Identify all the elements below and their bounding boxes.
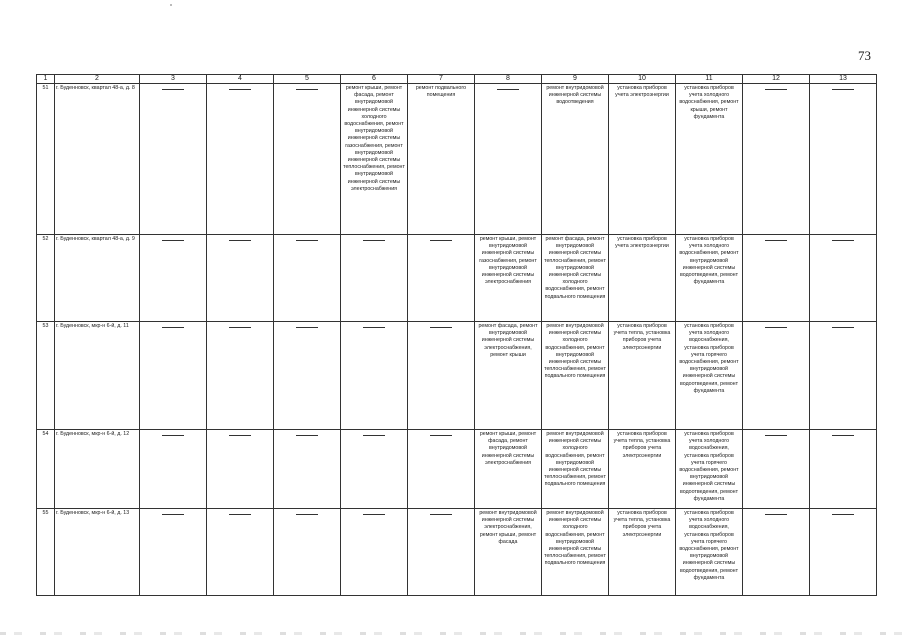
empty-cell	[140, 322, 207, 430]
page-number: 73	[858, 48, 871, 63]
column-header: 7	[408, 75, 475, 84]
empty-cell	[408, 235, 475, 322]
empty-cell	[743, 235, 810, 322]
work-cell: установка приборов учета холодного водоснабжения, ремонт крыши, ремонт фундамента	[676, 84, 743, 235]
empty-cell	[810, 430, 877, 509]
dash-mark	[363, 514, 385, 515]
work-cell: установка приборов учета электроэнергии	[609, 84, 676, 235]
table-row	[37, 509, 877, 596]
empty-cell	[475, 84, 542, 235]
work-cell: установка приборов учета холодного водоснабжения, установка приборов учета горячего водоснабжения, ремонт внутридомовой инженерной системы водоотведения, ремонт фундамента	[676, 322, 743, 430]
empty-cell	[408, 430, 475, 509]
column-header: 13	[810, 75, 877, 84]
empty-cell	[743, 509, 810, 596]
repair-schedule-table	[36, 74, 877, 596]
work-cell: ремонт крыши, ремонт фасада, ремонт внутридомовой инженерной системы электроснабжения	[475, 430, 542, 509]
work-cell: ремонт крыши, ремонт внутридомовой инженерной системы газоснабжения, ремонт внутридомовой инженерной системы электроснабжения	[475, 235, 542, 322]
dash-mark	[296, 240, 318, 241]
row-number: 54	[37, 430, 55, 509]
column-header: 8	[475, 75, 542, 84]
empty-cell	[140, 84, 207, 235]
dash-mark	[296, 327, 318, 328]
work-cell: ремонт внутридомовой инженерной системы холодного водоснабжения, ремонт внутридомовой инженерной системы теплоснабжения, ремонт подвального помещения	[542, 322, 609, 430]
empty-cell	[743, 322, 810, 430]
dash-mark	[363, 240, 385, 241]
work-cell: ремонт внутридомовой инженерной системы электроснабжения, ремонт крыши, ремонт фасада	[475, 509, 542, 596]
empty-cell	[207, 430, 274, 509]
empty-cell	[810, 235, 877, 322]
empty-cell	[408, 322, 475, 430]
work-cell: установка приборов учета тепла, установка приборов учета электроэнергии	[609, 322, 676, 430]
empty-cell	[341, 322, 408, 430]
empty-cell	[140, 430, 207, 509]
dash-mark	[497, 89, 519, 90]
work-cell: ремонт фасада, ремонт внутридомовой инженерной системы теплоснабжения, ремонт внутридомовой инженерной системы холодного водоснабжения, ремонт подвального помещения	[542, 235, 609, 322]
column-header: 2	[55, 75, 140, 84]
row-number: 51	[37, 84, 55, 235]
row-number: 53	[37, 322, 55, 430]
column-header: 11	[676, 75, 743, 84]
scan-speck	[170, 4, 172, 6]
column-header: 10	[609, 75, 676, 84]
row-number: 52	[37, 235, 55, 322]
row-number: 55	[37, 509, 55, 596]
empty-cell	[743, 84, 810, 235]
empty-cell	[274, 84, 341, 235]
dash-mark	[296, 89, 318, 90]
work-cell: установка приборов учета холодного водоснабжения, установка приборов учета горячего водоснабжения, ремонт внутридомовой инженерной системы водоотведения, ремонт фундамента	[676, 509, 743, 596]
work-cell: установка приборов учета тепла, установка приборов учета электроэнергии	[609, 430, 676, 509]
work-cell: ремонт внутридомовой инженерной системы холодного водоснабжения, ремонт внутридомовой инженерной системы теплоснабжения, ремонт подвального помещения	[542, 430, 609, 509]
empty-cell	[341, 509, 408, 596]
dash-mark	[430, 240, 452, 241]
empty-cell	[810, 84, 877, 235]
empty-cell	[341, 430, 408, 509]
empty-cell	[274, 322, 341, 430]
empty-cell	[207, 84, 274, 235]
empty-cell	[743, 430, 810, 509]
work-cell: установка приборов учета холодного водоснабжения, установка приборов учета горячего водоснабжения, ремонт внутридомовой инженерной системы водоотведения, ремонт фундамента	[676, 430, 743, 509]
dash-mark	[363, 327, 385, 328]
dash-mark	[229, 240, 251, 241]
empty-cell	[140, 235, 207, 322]
dash-mark	[765, 240, 787, 241]
dash-mark	[832, 435, 854, 436]
empty-cell	[207, 322, 274, 430]
empty-cell	[207, 235, 274, 322]
column-number-row	[37, 75, 877, 84]
work-cell: установка приборов учета холодного водоснабжения, ремонт внутридомовой инженерной системы водоотведения, ремонт фундамента	[676, 235, 743, 322]
empty-cell	[274, 235, 341, 322]
dash-mark	[363, 435, 385, 436]
table-row	[37, 430, 877, 509]
work-cell: ремонт крыши, ремонт фасада, ремонт внутридомовой инженерной системы холодного водоснабжения, ремонт внутридомовой инженерной системы газоснабжения, ремонт внутридомовой инженерной системы теплоснабжения, ремонт внутридомовой инженерной системы электроснабжения	[341, 84, 408, 235]
empty-cell	[810, 509, 877, 596]
empty-cell	[274, 430, 341, 509]
empty-cell	[810, 322, 877, 430]
dash-mark	[296, 514, 318, 515]
work-cell: установка приборов учета электроэнергии	[609, 235, 676, 322]
table-row	[37, 235, 877, 322]
dash-mark	[765, 327, 787, 328]
column-header: 1	[37, 75, 55, 84]
address-cell: г. Буденновск, мкр-н 6-й, д. 13	[55, 509, 140, 596]
column-header: 6	[341, 75, 408, 84]
dash-mark	[832, 240, 854, 241]
dash-mark	[162, 327, 184, 328]
dash-mark	[296, 435, 318, 436]
column-header: 4	[207, 75, 274, 84]
dash-mark	[832, 327, 854, 328]
dash-mark	[430, 435, 452, 436]
dash-mark	[162, 435, 184, 436]
column-header: 5	[274, 75, 341, 84]
dash-mark	[430, 514, 452, 515]
dash-mark	[229, 435, 251, 436]
address-cell: г. Буденновск, квартал 48-а, д. 9	[55, 235, 140, 322]
work-cell: установка приборов учета тепла, установка приборов учета электроэнергии	[609, 509, 676, 596]
column-header: 9	[542, 75, 609, 84]
work-cell: ремонт внутридомовой инженерной системы холодного водоснабжения, ремонт внутридомовой инженерной системы теплоснабжения, ремонт подвального помещения	[542, 509, 609, 596]
dash-mark	[765, 514, 787, 515]
dash-mark	[229, 89, 251, 90]
empty-cell	[341, 235, 408, 322]
dash-mark	[229, 514, 251, 515]
dash-mark	[765, 89, 787, 90]
dash-mark	[430, 327, 452, 328]
address-cell: г. Буденновск, мкр-н 6-й, д. 11	[55, 322, 140, 430]
empty-cell	[274, 509, 341, 596]
empty-cell	[140, 509, 207, 596]
dash-mark	[162, 514, 184, 515]
column-header: 3	[140, 75, 207, 84]
dash-mark	[162, 240, 184, 241]
empty-cell	[207, 509, 274, 596]
work-cell: ремонт внутридомовой инженерной системы водоотведения	[542, 84, 609, 235]
address-cell: г. Буденновск, квартал 48-а, д. 8	[55, 84, 140, 235]
work-cell: ремонт подвального помещения	[408, 84, 475, 235]
scan-artifact-strip	[0, 632, 905, 635]
column-header: 12	[743, 75, 810, 84]
dash-mark	[229, 327, 251, 328]
work-cell: ремонт фасада, ремонт внутридомовой инженерной системы электроснабжения, ремонт крыши	[475, 322, 542, 430]
dash-mark	[832, 89, 854, 90]
address-cell: г. Буденновск, мкр-н 6-й, д. 12	[55, 430, 140, 509]
dash-mark	[765, 435, 787, 436]
table-row	[37, 84, 877, 235]
dash-mark	[832, 514, 854, 515]
table-row	[37, 322, 877, 430]
dash-mark	[162, 89, 184, 90]
empty-cell	[408, 509, 475, 596]
